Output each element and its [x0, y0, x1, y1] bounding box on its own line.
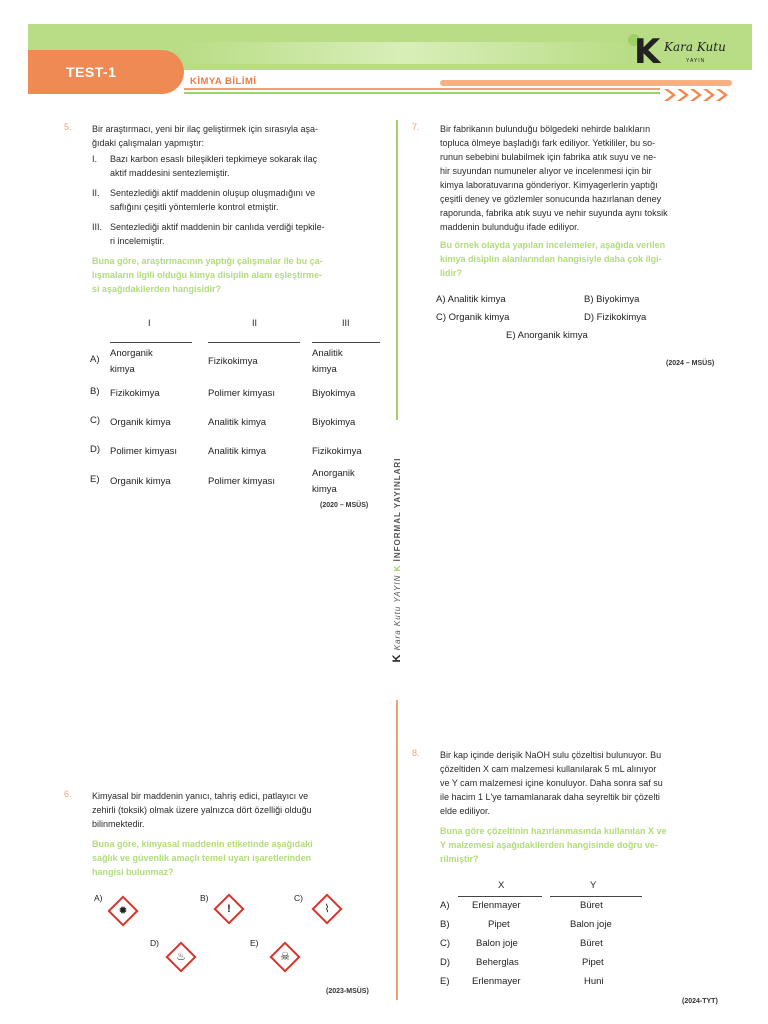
q5-item-line: aktif maddesini sentezlemiştir. [110, 168, 230, 178]
q7-prompt-line: lidir? [440, 268, 462, 278]
hazard-glyph: ! [227, 903, 231, 915]
header-band-highlight [180, 42, 630, 64]
table-cell: Huni [584, 976, 604, 987]
q6-prompt-line: sağlık ve güvenlik amaçlı temel uyarı işaretlerinden [92, 853, 312, 863]
logo-k-mark: K [634, 32, 661, 72]
q5-intro-1: Bir araştırmacı, yeni bir ilaç geliştirmek için sırasıyla aşa- [92, 124, 319, 134]
table-cell: Polimer kimyası [110, 446, 178, 457]
table-cell: Beherglas [476, 957, 519, 968]
option-label: C) [294, 893, 303, 903]
column-divider-green [396, 120, 398, 420]
corrosive-hazard-icon[interactable] [312, 894, 342, 924]
q5-prompt-line: Buna göre, araştırmacının yaptığı çalışmalar ile bu ça- [92, 256, 323, 266]
table-cell: Pipet [488, 919, 510, 930]
toxic-hazard-icon[interactable] [270, 942, 300, 972]
q5-item-line: ri incelemiştir. [110, 236, 165, 246]
q8-answer-table [438, 880, 648, 992]
header-rule [458, 896, 542, 897]
irritant-hazard-icon[interactable] [214, 894, 244, 924]
q5-item-number: III. [92, 222, 103, 232]
q5-item-number: I. [92, 154, 98, 164]
q7-intro-line: runun sebebini bulabilmek için fabrika atık suyu ve ne- [440, 152, 657, 162]
q5-intro-2: ğıdaki çalışmaları yapmıştır: [92, 138, 205, 148]
option-label: E) [440, 976, 450, 987]
question-5 [92, 122, 384, 296]
table-cell: Polimer kimyası [208, 388, 276, 399]
header-rule [312, 342, 380, 343]
q5-item-line: Bazı karbon esaslı bileşikleri tepkimeye sokarak ilaç [110, 154, 318, 164]
question-source: (2024-TYT) [682, 998, 718, 1005]
q8-prompt-line: rilmiştir? [440, 854, 479, 864]
cell-line: kimya [110, 364, 135, 375]
q7-prompt-line: Bu örnek olayda yapılan incelemeler, aşağıda verilen [440, 240, 666, 250]
column-divider-orange [396, 700, 398, 1000]
header-rule-orange [184, 88, 660, 90]
q7-intro-line: kimya laboratuvarına gönderiyor. Kimyagerlerin yaptığı [440, 180, 658, 190]
question-number: 8. [412, 748, 420, 758]
cell-line: kimya [312, 484, 337, 495]
answer-option-d[interactable] [90, 436, 386, 466]
publisher-logo [634, 32, 730, 72]
option-label: E) [90, 474, 100, 485]
q5-prompt-line: si aşağıdakilerden hangisidir? [92, 284, 222, 294]
q8-intro-line: ve Y cam malzemesi içine konuluyor. Daha sonra saf su [440, 778, 663, 788]
option-label: A) [90, 354, 100, 365]
q6-prompt-line: Buna göre, kimyasal maddenin etiketinde aşağıdaki [92, 839, 313, 849]
table-cell: Biyokimya [312, 417, 356, 428]
question-6 [92, 789, 384, 879]
answer-option-b[interactable] [90, 378, 386, 408]
header-rule [550, 896, 642, 897]
q5-item-line: saflığını çeşitli yöntemlerle kontrol etmiştir. [110, 202, 279, 212]
cell-line: Anorganik [110, 348, 153, 359]
explosive-hazard-icon[interactable] [108, 896, 138, 926]
answer-option-b[interactable] [438, 919, 648, 937]
q7-intro-line: hir suyundan numuneler alıyor ve incelenmesi için bir [440, 166, 652, 176]
option-label: A) [440, 900, 450, 911]
question-8 [440, 748, 732, 866]
vertical-imprint [388, 420, 406, 700]
q5-prompt-line: lışmaların ilgili olduğu kimya disiplin alanı eşleştirme- [92, 270, 323, 280]
q5-item [92, 152, 384, 180]
option-label: E) [250, 938, 259, 948]
header-rule [110, 342, 192, 343]
answer-option-a[interactable] [438, 900, 648, 918]
option-label: B) [440, 919, 450, 930]
q5-item-line: Sentezlediği aktif maddenin bir canlıda verdiği tepkile- [110, 222, 325, 232]
q6-prompt [92, 837, 384, 879]
answer-option-c[interactable] [90, 407, 386, 437]
q8-prompt [440, 824, 732, 866]
q7-prompt [440, 238, 732, 280]
q7-intro-line: çeşitli deney ve gözlemler sonucunda hazırlanan deney [440, 194, 662, 204]
q7-prompt-line: kimya disiplin alanlarından hangisiyle daha çok ilgi- [440, 254, 662, 264]
answer-option-e[interactable]: E) Anorganik kimya [506, 330, 588, 341]
cell-line: Anorganik [312, 468, 355, 479]
question-7 [440, 122, 732, 280]
question-source: (2024 – MSÜS) [666, 360, 715, 367]
option-label: B) [90, 386, 100, 397]
option-label: D) [150, 938, 159, 948]
table-cell: Erlenmayer [472, 900, 521, 911]
q7-intro-line: raporunda, fabrika atık suyu ve nehir suyunda aynı toksik [440, 208, 668, 218]
answer-option-b[interactable]: B) Biyokimya [584, 294, 640, 305]
table-cell: Biyokimya [312, 388, 356, 399]
answer-option-a[interactable] [90, 346, 386, 376]
answer-option-e[interactable] [90, 466, 386, 496]
answer-option-a[interactable]: A) Analitik kimya [436, 294, 506, 305]
hazard-glyph: ☠ [280, 951, 290, 963]
answer-option-d[interactable] [438, 957, 648, 975]
hazard-glyph: ✹ [118, 905, 128, 917]
table-cell: Polimer kimyası [208, 476, 276, 487]
column-header: III [342, 318, 350, 328]
imprint-separator: K [393, 564, 402, 572]
hazard-glyph: ♨ [176, 951, 186, 963]
answer-option-d[interactable]: D) Fizikokimya [584, 312, 647, 323]
table-cell: Pipet [582, 957, 604, 968]
q5-item-line: Sentezlediği aktif maddenin oluşup oluşmadığını ve [110, 188, 316, 198]
table-cell: Organik kimya [110, 476, 171, 487]
table-cell: Analitik kimya [208, 446, 267, 457]
table-cell: Organik kimya [110, 417, 171, 428]
option-label: B) [200, 893, 209, 903]
column-header: I [148, 318, 151, 328]
header-rule-green [184, 92, 660, 94]
q8-prompt-line: Buna göre çözeltinin hazırlanmasında kullanılan X ve [440, 826, 667, 836]
table-cell: Erlenmayer [472, 976, 521, 987]
table-cell: Balon joje [570, 919, 612, 930]
table-cell: Büret [580, 938, 603, 949]
imprint-publisher: Kara Kutu YAYIN [393, 574, 402, 651]
hazard-glyph: ⌇ [324, 903, 330, 915]
column-header: X [498, 880, 505, 891]
option-label: C) [90, 415, 101, 426]
table-cell: Büret [580, 900, 603, 911]
q6-intro-line: zehirli (toksik) olmak üzere yalnızca dört özelliği olduğu [92, 805, 312, 815]
q8-intro-line: ile hacim 1 L'ye tamamlanarak daha seyreltik bir çözelti [440, 792, 660, 802]
cell-line: kimya [312, 364, 337, 375]
table-cell: Fizikokimya [208, 356, 258, 367]
option-label: A) [94, 893, 103, 903]
q6-prompt-line: hangisi bulunmaz? [92, 867, 174, 877]
header-rule [208, 342, 300, 343]
table-cell: Fizikokimya [312, 446, 362, 457]
q6-intro-line: bilinmektedir. [92, 819, 145, 829]
question-number: 6. [64, 789, 72, 799]
logo-sub: YAYIN [686, 58, 706, 64]
question-source: (2023-MSÜS) [326, 988, 369, 995]
question-source: (2020 – MSÜS) [320, 502, 369, 509]
header-orange-bar [440, 80, 732, 86]
imprint-logo-mark: K [391, 653, 403, 663]
q5-item [92, 220, 384, 248]
column-header: Y [590, 880, 597, 891]
test-label: TEST-1 [28, 50, 184, 94]
q5-prompt [92, 254, 384, 296]
column-header: II [252, 318, 258, 328]
q8-intro-line: çözeltiden X cam malzemesi kullanılarak 5 mL alınıyor [440, 764, 657, 774]
table-cell: Analitik kimya [208, 417, 267, 428]
q7-intro-line: topluca ölmeye başladığı fark ediliyor. Yetkililer, bu so- [440, 138, 656, 148]
option-label: D) [90, 444, 101, 455]
q7-intro-line: Bir fabrikanın bulunduğu bölgedeki nehirde balıkların [440, 124, 651, 134]
chevron-right-icon [664, 88, 730, 102]
question-number: 7. [412, 122, 420, 132]
table-cell: Balon joje [476, 938, 518, 949]
cell-line: Analitik [312, 348, 343, 359]
q6-intro-line: Kimyasal bir maddenin yanıcı, tahriş edici, patlayıcı ve [92, 791, 309, 801]
option-label: D) [440, 957, 451, 968]
question-number: 5. [64, 122, 72, 132]
option-label: C) [440, 938, 451, 949]
answer-option-e[interactable] [438, 976, 648, 994]
answer-option-c[interactable] [438, 938, 648, 956]
q5-item [92, 186, 384, 214]
subject-title: KİMYA BİLİMİ [190, 76, 257, 87]
flammable-hazard-icon[interactable] [166, 942, 196, 972]
q8-intro-line: Bir kap içinde derişik NaOH sulu çözeltisi bulunuyor. Bu [440, 750, 662, 760]
q8-intro-line: elde ediliyor. [440, 806, 491, 816]
logo-name: Kara Kutu [664, 40, 726, 54]
answer-option-c[interactable]: C) Organik kimya [436, 312, 510, 323]
q7-intro-line: maddenin bulunduğu ifade ediliyor. [440, 222, 580, 232]
q5-item-number: II. [92, 188, 100, 198]
table-cell: Fizikokimya [110, 388, 160, 399]
imprint-name: İNFORMAL YAYINLARI [393, 457, 402, 562]
q8-prompt-line: Y malzemesi aşağıdakilerden hangisinde doğru ve- [440, 840, 658, 850]
